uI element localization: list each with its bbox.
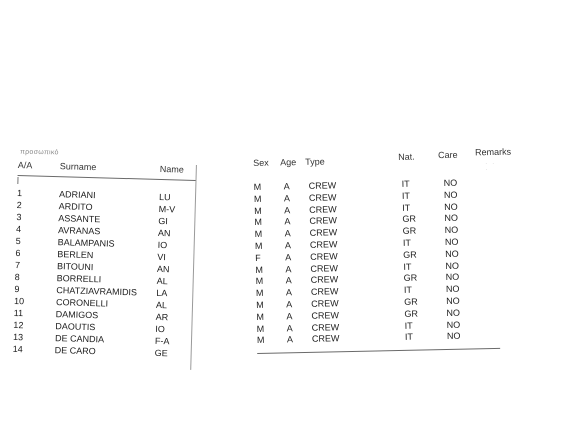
nationality-cell: GR bbox=[402, 213, 417, 225]
type-cell: CREW bbox=[311, 333, 340, 345]
nationality-cell: GR bbox=[403, 249, 417, 260]
nationality-cell: GR bbox=[403, 272, 418, 284]
sex-cell: M bbox=[256, 323, 265, 334]
row-number: 14 bbox=[12, 343, 23, 355]
header-aa: A/A bbox=[17, 160, 33, 171]
age-cell: A bbox=[285, 287, 293, 298]
name-cell: AL bbox=[155, 299, 168, 311]
type-cell: CREW bbox=[310, 286, 339, 297]
surname-cell: AVRANAS bbox=[57, 225, 101, 237]
name-cell: IO bbox=[157, 239, 168, 251]
age-cell: A bbox=[284, 204, 291, 215]
type-cell: CREW bbox=[308, 180, 337, 191]
surname-cell: ASSANTE bbox=[58, 213, 101, 225]
name-cell: M-V bbox=[158, 203, 176, 215]
row-number: 5 bbox=[15, 235, 21, 247]
age-cell: A bbox=[286, 322, 293, 333]
header-type: Type bbox=[305, 156, 325, 167]
row-number: 2 bbox=[16, 199, 22, 211]
crew-name-table bbox=[12, 160, 198, 370]
care-cell: NO bbox=[443, 177, 458, 189]
surname-cell: CHATZIAVRAMIDIS bbox=[56, 285, 138, 298]
row-number: 4 bbox=[15, 223, 22, 235]
type-cell: CREW bbox=[309, 215, 338, 227]
type-cell: CREW bbox=[311, 321, 340, 333]
margin-tick bbox=[17, 177, 18, 184]
name-cell: AN bbox=[156, 263, 170, 275]
table-caption: προσωπικό bbox=[19, 148, 59, 157]
type-cell: CREW bbox=[311, 298, 339, 309]
faint-scan-marks: · · · bbox=[485, 160, 497, 174]
age-cell: A bbox=[285, 275, 292, 286]
row-number: 11 bbox=[13, 307, 24, 319]
care-cell: NO bbox=[444, 236, 459, 247]
age-cell: A bbox=[286, 299, 293, 310]
name-cell: AN bbox=[157, 227, 171, 239]
sex-cell: M bbox=[255, 276, 264, 287]
nationality-cell: GR bbox=[402, 225, 417, 237]
care-cell: NO bbox=[445, 272, 460, 283]
name-cell: AR bbox=[155, 311, 169, 323]
row-number: 7 bbox=[14, 259, 21, 271]
sex-cell: M bbox=[255, 287, 264, 299]
sex-cell: M bbox=[256, 335, 265, 346]
nationality-cell: IT bbox=[401, 178, 410, 189]
row-number: 12 bbox=[13, 319, 24, 331]
age-cell: A bbox=[284, 228, 291, 239]
details-table-header bbox=[253, 146, 512, 168]
header-sex: Sex bbox=[253, 157, 269, 168]
care-cell: NO bbox=[443, 189, 458, 200]
age-cell: A bbox=[284, 240, 292, 251]
type-cell: CREW bbox=[310, 262, 339, 274]
age-cell: A bbox=[285, 263, 292, 274]
type-cell: CREW bbox=[309, 203, 337, 215]
crew-details-table bbox=[253, 146, 512, 357]
age-cell: A bbox=[286, 334, 294, 345]
row-number: 1 bbox=[16, 187, 23, 199]
name-cell: LU bbox=[158, 191, 171, 203]
nationality-cell: GR bbox=[404, 296, 418, 307]
nationality-cell: IT bbox=[402, 237, 412, 248]
sex-cell: M bbox=[253, 193, 262, 204]
age-cell: A bbox=[283, 193, 291, 204]
surname-cell: BALAMPANIS bbox=[57, 237, 115, 249]
sex-cell: M bbox=[254, 240, 263, 251]
name-table-body bbox=[13, 187, 198, 360]
sex-cell: M bbox=[254, 217, 263, 228]
sex-cell: M bbox=[256, 299, 264, 310]
age-cell: A bbox=[284, 216, 291, 227]
nationality-cell: IT bbox=[401, 190, 411, 201]
care-cell: NO bbox=[444, 213, 459, 224]
sex-cell: M bbox=[255, 264, 264, 275]
name-cell: VI bbox=[157, 251, 166, 263]
nationality-cell: IT bbox=[404, 320, 413, 331]
header-surname: Surname bbox=[59, 161, 97, 173]
surname-cell: ADRIANI bbox=[58, 189, 96, 201]
surname-cell: DAMIGOS bbox=[55, 309, 99, 321]
header-name: Name bbox=[159, 163, 184, 175]
surname-cell: ARDITO bbox=[58, 201, 93, 213]
age-cell: A bbox=[285, 252, 292, 263]
surname-cell: BERLEN bbox=[57, 249, 94, 261]
bottom-rule bbox=[257, 348, 500, 354]
surname-cell: DAOUTIS bbox=[55, 321, 96, 333]
name-cell: GI bbox=[158, 215, 169, 227]
care-cell: NO bbox=[444, 201, 458, 212]
surname-cell: CORONELLI bbox=[55, 297, 109, 309]
surname-cell: DE CARO bbox=[54, 345, 96, 357]
name-cell: F-A bbox=[154, 335, 170, 347]
care-cell: NO bbox=[445, 283, 460, 295]
nationality-cell: IT bbox=[404, 332, 414, 343]
header-nat: Nat. bbox=[398, 151, 415, 162]
sex-cell: M bbox=[254, 205, 262, 216]
nationality-cell: GR bbox=[404, 308, 419, 319]
nationality-cell: IT bbox=[403, 284, 413, 296]
name-cell: GE bbox=[154, 347, 168, 359]
row-number: 8 bbox=[14, 271, 20, 283]
row-number: 13 bbox=[12, 331, 24, 343]
row-number: 3 bbox=[16, 211, 22, 223]
surname-cell: BITOUNI bbox=[56, 261, 94, 273]
row-number: 10 bbox=[13, 295, 25, 307]
sex-cell: M bbox=[253, 181, 262, 192]
surname-cell: DE CANDIA bbox=[54, 333, 105, 345]
type-cell: CREW bbox=[310, 251, 338, 262]
type-cell: CREW bbox=[308, 192, 337, 203]
care-cell: NO bbox=[446, 295, 460, 306]
age-cell: A bbox=[286, 310, 293, 322]
age-cell: A bbox=[283, 181, 290, 192]
care-cell: NO bbox=[444, 224, 459, 236]
care-cell: NO bbox=[445, 248, 459, 259]
type-cell: CREW bbox=[309, 227, 338, 239]
surname-cell: BORRELLI bbox=[56, 273, 102, 285]
type-cell: CREW bbox=[309, 239, 338, 250]
header-remarks: Remarks bbox=[474, 146, 512, 158]
care-cell: NO bbox=[445, 260, 460, 271]
header-age: Age bbox=[280, 157, 297, 168]
type-cell: CREW bbox=[311, 310, 340, 321]
sex-cell: M bbox=[254, 229, 263, 240]
name-cell: IO bbox=[155, 323, 165, 335]
row-number: 6 bbox=[15, 247, 21, 259]
care-cell: NO bbox=[446, 331, 461, 342]
details-table-body bbox=[254, 177, 502, 347]
sex-cell: F bbox=[255, 252, 261, 263]
name-cell: AL bbox=[156, 275, 168, 287]
header-care: Care bbox=[438, 149, 458, 161]
care-cell: NO bbox=[446, 319, 461, 330]
nationality-cell: IT bbox=[402, 202, 411, 213]
sex-cell: M bbox=[256, 311, 265, 322]
type-cell: CREW bbox=[310, 274, 339, 286]
care-cell: NO bbox=[446, 307, 461, 318]
name-cell: LA bbox=[156, 287, 168, 299]
row-number: 9 bbox=[14, 283, 20, 295]
nationality-cell: IT bbox=[403, 261, 412, 272]
